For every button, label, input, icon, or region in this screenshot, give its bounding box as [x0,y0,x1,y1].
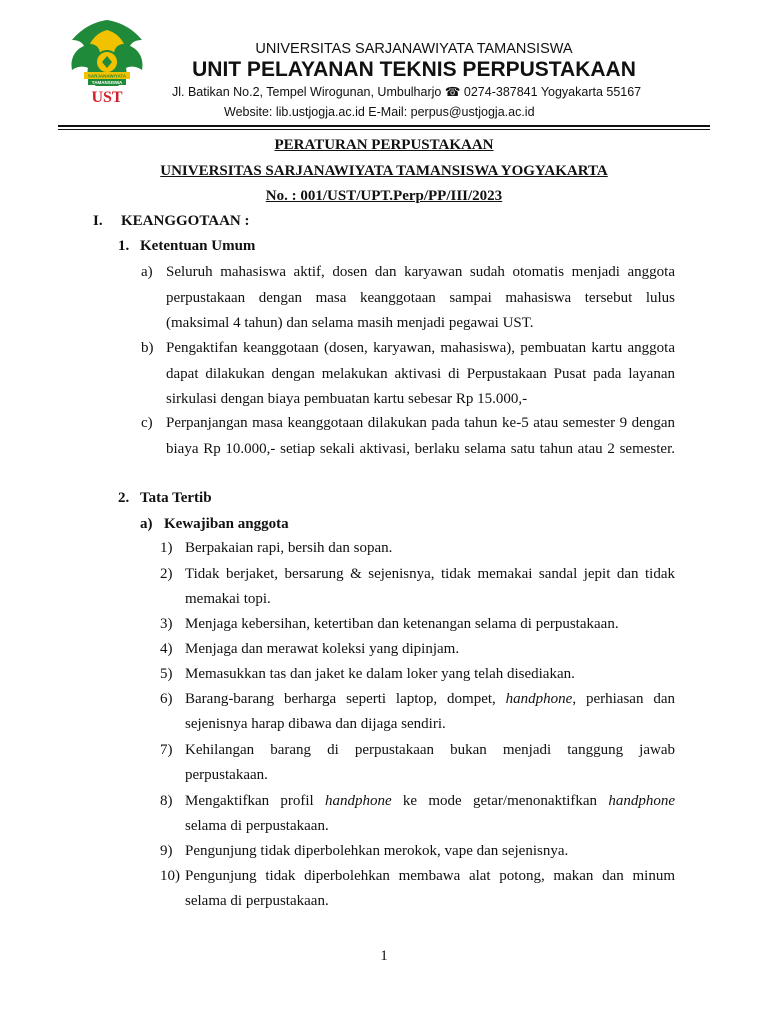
svg-text:SARJANAWIYATA: SARJANAWIYATA [87,73,127,79]
rule-label: 9) [160,843,173,859]
list-item-text: dapat dilakukan dengan melakukan aktivasi di Perpustakaan Pusat pada layanan [166,366,675,382]
section-heading: KEANGGOTAAN : [121,213,250,229]
rule-label: 3) [160,616,173,632]
subsection-heading: Tata Tertib [140,490,212,506]
obligations-heading: Kewajiban anggota [164,516,289,532]
subsection-number: 2. [118,490,130,506]
list-item-text: Seluruh mahasiswa aktif, dosen dan karyawan sudah otomatis menjadi anggota [166,264,675,280]
rule-text: Menjaga kebersihan, ketertiban dan ketenangan selama di perpustakaan. [185,616,619,632]
rule-label: 8) [160,793,173,809]
list-label: a) [141,264,153,280]
list-item-text: sirkulasi dengan biaya pembuatan kartu sebesar Rp 15.000,- [166,391,528,407]
svg-text:UST: UST [91,89,123,106]
svg-text:TAMANSISWA: TAMANSISWA [91,79,123,85]
rule-text: selama di perpustakaan. [185,893,329,909]
telephone-icon: ☎ [444,85,461,99]
rule-text: selama di perpustakaan. [185,818,329,834]
rule-text: sejenisnya harap dibawa dan dijaga sendiri. [185,716,446,732]
list-label: c) [141,415,153,431]
rule-text: Menjaga dan merawat koleksi yang dipinjam. [185,641,460,657]
rule-text: Barang-barang berharga seperti laptop, dompet, handphone, perhiasan dan [185,691,675,707]
rule-label: 7) [160,742,173,758]
list-item-text: (maksimal 4 tahun) dan selama masih menjadi pegawai UST. [166,315,534,331]
rule-text: Pengunjung tidak diperbolehkan merokok, vape dan sejenisnya. [185,843,569,859]
letterhead-rule-thick [58,125,710,127]
section-number: I. [93,213,103,229]
rule-label: 10) [160,868,180,884]
list-item-text: perpustakaan dengan masa keanggotaan sampai mahasiswa tersebut lulus [166,290,675,306]
rule-label: 1) [160,540,173,556]
document-number: No. : 001/UST/UPT.Perp/PP/III/2023 [265,188,503,204]
rule-label: 4) [160,641,173,657]
list-item-text: biaya Rp 10.000,- setiap sekali aktivasi, berlaku selama satu tahun atau 2 semester. [166,441,675,457]
contact-line: Website: lib.ustjogja.ac.id E-Mail: perpus@ustjogja.ac.id [224,105,535,119]
address-line [172,84,641,99]
unit-name: UNIT PELAYANAN TEKNIS PERPUSTAKAAN [192,58,636,81]
list-item-text: Perpanjangan masa keanggotaan dilakukan pada tahun ke-5 atau semester 9 dengan [166,415,675,431]
rule-text: Tidak berjaket, bersarung & sejenisnya, tidak memakai sandal jepit dan tidak [185,566,675,582]
page-number: 1 [380,948,388,964]
rule-text: Mengaktifkan profil handphone ke mode getar/menonaktifkan handphone [185,793,675,809]
rule-text: Berpakaian rapi, bersih dan sopan. [185,540,393,556]
university-name: UNIVERSITAS SARJANAWIYATA TAMANSISWA [255,41,573,57]
rule-text: Kehilangan barang di perpustakaan bukan menjadi tanggung jawab [185,742,675,758]
rule-label: 2) [160,566,173,582]
list-label: a) [140,516,153,532]
rule-label: 6) [160,691,173,707]
address-text: Jl. Batikan No.2, Tempel Wirogunan, Umbulharjo [172,85,442,99]
rule-text: perpustakaan. [185,767,268,783]
subsection-number: 1. [118,238,130,254]
subsection-heading: Ketentuan Umum [140,238,256,254]
rule-label: 5) [160,666,173,682]
letterhead-rule-thin [58,129,710,130]
document-subtitle: UNIVERSITAS SARJANAWIYATA TAMANSISWA YOGYAKARTA [160,163,608,179]
list-item-text: Pengaktifan keanggotaan (dosen, karyawan, mahasiswa), pembuatan kartu anggota [166,340,675,356]
rule-text: Memasukkan tas dan jaket ke dalam loker yang telah disediakan. [185,666,575,682]
document-title: PERATURAN PERPUSTAKAAN [274,137,494,153]
phone-text: 0274-387841 Yogyakarta 55167 [463,85,642,99]
rule-text: Pengunjung tidak diperbolehkan membawa alat potong, makan dan minum [185,868,675,884]
list-label: b) [141,340,154,356]
rule-text: memakai topi. [185,591,271,607]
